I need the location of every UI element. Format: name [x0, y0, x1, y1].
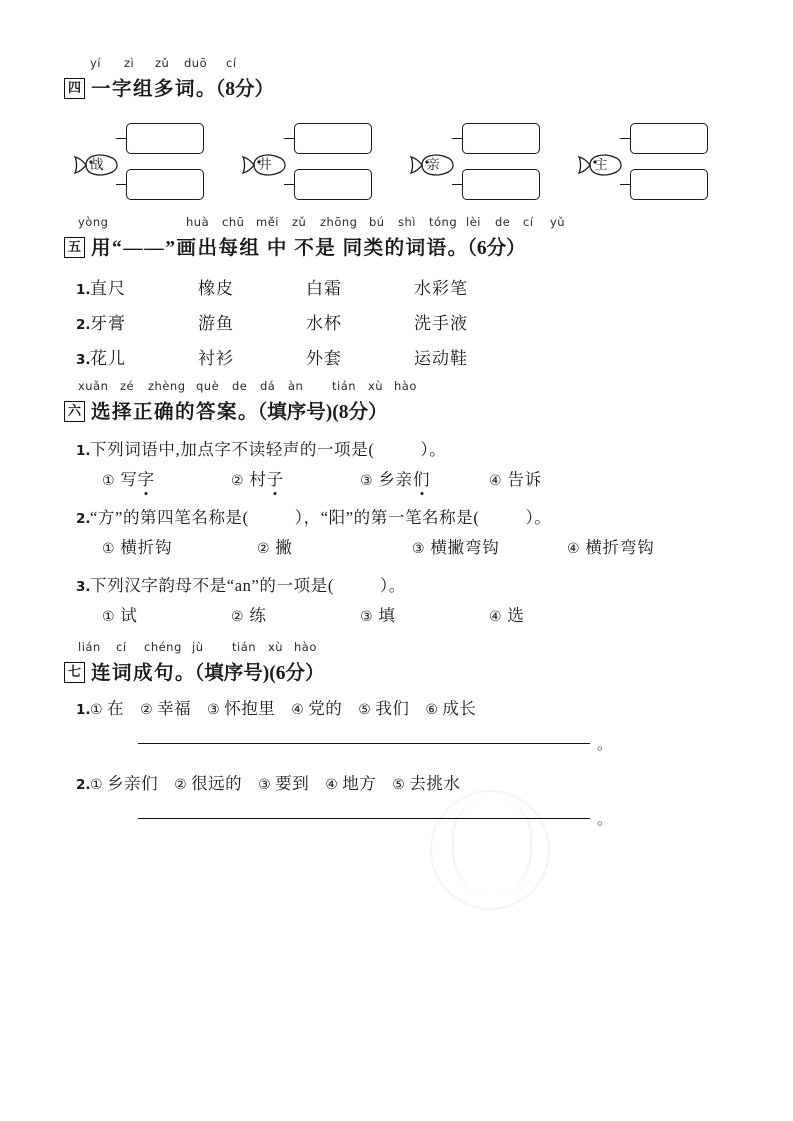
word-chips: [90, 770, 476, 794]
pinyin-syllable: zǔ: [292, 215, 307, 229]
question-number: 2.: [76, 777, 91, 793]
chip-number: ⑤: [392, 777, 406, 793]
pinyin-syllable: àn: [288, 379, 304, 393]
chip-number: ③: [207, 702, 221, 718]
option[interactable]: [102, 534, 257, 558]
answer-box[interactable]: [462, 169, 540, 200]
pinyin-syllable: tián: [332, 379, 357, 393]
pinyin-annotation-five: [64, 215, 729, 230]
pinyin-syllable: zé: [120, 379, 135, 393]
option-number: ④: [489, 473, 503, 489]
section-seven-title: 连词成句。（填序号)(6分）: [91, 663, 325, 684]
section-number-seven: 七: [64, 662, 85, 683]
chip-text: 地方: [342, 774, 377, 793]
chip-text: 党的: [308, 699, 343, 718]
pinyin-syllable: bú: [369, 215, 385, 229]
question-row: [64, 344, 729, 369]
pinyin-syllable: chéng: [144, 640, 182, 654]
option-number: ③: [360, 609, 374, 625]
section-six-questions: [64, 436, 729, 626]
option-row: [64, 466, 729, 490]
option-text: 村子: [249, 466, 284, 490]
section-five-title: 用“——”画出每组 中 不是 同类的词语。（6分）: [91, 238, 526, 259]
pinyin-syllable: shì: [398, 215, 416, 229]
section-number-four: 四: [64, 78, 85, 99]
section-four-title: 一字组多词。（8分）: [91, 79, 275, 100]
pinyin-annotation-six: [64, 379, 729, 394]
answer-box[interactable]: [630, 169, 708, 200]
option[interactable]: [257, 534, 412, 558]
pinyin-syllable: duō: [184, 56, 208, 70]
sentence-order-question: [64, 770, 729, 819]
option-text: 横撇弯钩: [430, 538, 500, 557]
pinyin-syllable: de: [232, 379, 248, 393]
word-chip[interactable]: [174, 770, 242, 794]
word-option[interactable]: 洗手液: [414, 314, 468, 333]
word-option[interactable]: 白霜: [306, 279, 342, 298]
chip-text: 在: [107, 699, 125, 718]
pinyin-syllable: yǔ: [550, 215, 566, 229]
option[interactable]: [489, 466, 618, 490]
chip-text: 要到: [275, 774, 310, 793]
word-chip[interactable]: [90, 695, 124, 719]
pinyin-syllable: yòng: [78, 215, 109, 229]
answer-box[interactable]: [294, 169, 372, 200]
chip-number: ③: [258, 777, 272, 793]
question-stem: [64, 770, 729, 794]
pinyin-syllable: de: [495, 215, 511, 229]
answer-box[interactable]: [294, 123, 372, 154]
choice-question: [64, 504, 729, 558]
chip-text: 我们: [375, 699, 410, 718]
chip-number: ⑥: [425, 702, 439, 718]
option-number: ④: [567, 541, 581, 557]
pinyin-syllable: què: [196, 379, 220, 393]
option[interactable]: [360, 466, 489, 490]
word-chip[interactable]: [291, 695, 342, 719]
question-text: 下列词语中,加点字不读轻声的一项是( ）。: [90, 440, 447, 459]
option[interactable]: [489, 602, 618, 626]
section-six-title: 选择正确的答案。（填序号)(8分）: [91, 402, 388, 423]
option[interactable]: [102, 466, 231, 490]
option-row: [64, 534, 729, 558]
pinyin-syllable: yí: [90, 56, 102, 70]
pinyin-syllable: chū: [222, 215, 245, 229]
pinyin-syllable: jù: [192, 640, 204, 654]
pinyin-syllable: xù: [268, 640, 284, 654]
word-option[interactable]: 外套: [306, 349, 342, 368]
word-chip[interactable]: [258, 770, 309, 794]
section-six: [64, 379, 729, 626]
word-chip[interactable]: [140, 695, 191, 719]
section-number-five: 五: [64, 237, 85, 258]
fish-word-group: [64, 119, 224, 211]
question-number: 2.: [76, 511, 91, 527]
answer-writing-line[interactable]: [138, 743, 590, 744]
fish-character: 亲: [426, 157, 440, 172]
word-chip[interactable]: [425, 695, 476, 719]
chip-text: 乡亲们: [107, 774, 159, 793]
fish-word-group: [232, 119, 392, 211]
option-text: 试: [120, 606, 138, 625]
choice-question: [64, 436, 729, 490]
question-number: 3.: [76, 579, 91, 595]
question-number: 1.: [76, 282, 91, 298]
fish-character: 井: [258, 157, 272, 172]
chip-number: ②: [140, 702, 154, 718]
option-number: ③: [360, 473, 374, 489]
option-text: 告诉: [507, 470, 542, 489]
question-text: 下列汉字韵母不是“an”的一项是( ）。: [90, 576, 406, 595]
question-stem: [64, 504, 729, 528]
chip-text: 很远的: [191, 774, 243, 793]
section-seven: [64, 640, 729, 819]
section-four-heading: [64, 71, 729, 101]
option[interactable]: [360, 602, 489, 626]
pinyin-syllable: lèi: [466, 215, 481, 229]
question-text: “方”的第四笔名称是( ），“阳”的第一笔名称是( ）。: [90, 508, 552, 527]
question-stem: [64, 695, 729, 719]
section-five-heading: [64, 230, 729, 260]
question-number: 2.: [76, 317, 91, 333]
chip-number: ①: [90, 777, 104, 793]
option-text: 横折弯钩: [585, 538, 655, 557]
pinyin-syllable: zì: [124, 56, 135, 70]
option[interactable]: [231, 466, 360, 490]
pinyin-syllable: xuǎn: [78, 379, 109, 393]
chip-number: ④: [291, 702, 305, 718]
pinyin-syllable: měi: [256, 215, 279, 229]
question-stem: [64, 436, 729, 460]
word-option[interactable]: 水杯: [306, 314, 342, 333]
chip-text: 怀抱里: [224, 699, 276, 718]
word-option[interactable]: 花儿: [90, 349, 126, 368]
word-option[interactable]: 衬衫: [198, 349, 234, 368]
option-number: ③: [412, 541, 426, 557]
chip-number: ①: [90, 702, 104, 718]
section-four: [64, 56, 729, 215]
choice-question: [64, 572, 729, 626]
pinyin-syllable: dá: [260, 379, 276, 393]
option-text: 横折钩: [120, 538, 173, 557]
section-seven-questions: [64, 695, 729, 819]
pinyin-annotation-four: [64, 56, 729, 71]
question-row: [64, 309, 729, 334]
word-chip[interactable]: [207, 695, 275, 719]
option-text: 练: [249, 606, 267, 625]
pinyin-syllable: zǔ: [155, 56, 170, 70]
chip-text: 成长: [442, 699, 477, 718]
option-number: ②: [257, 541, 271, 557]
pinyin-syllable: cí: [116, 640, 127, 654]
answer-writing-line[interactable]: [138, 818, 590, 819]
pinyin-syllable: lián: [78, 640, 101, 654]
option-text: 乡亲们: [378, 466, 430, 490]
option-number: ②: [231, 609, 245, 625]
question-number: 1.: [76, 443, 91, 459]
section-five-rows: [64, 274, 729, 369]
pinyin-syllable: zhèng: [148, 379, 186, 393]
option-row: [64, 602, 729, 626]
pinyin-syllable: tóng: [429, 215, 458, 229]
word-chips: [90, 695, 492, 719]
option-number: ①: [102, 473, 116, 489]
fish-character: 战: [90, 157, 104, 172]
option-text: 撇: [275, 538, 293, 557]
question-number: 1.: [76, 702, 91, 718]
answer-box[interactable]: [630, 123, 708, 154]
pinyin-syllable: hào: [294, 640, 317, 654]
chip-text: 去挑水: [409, 774, 461, 793]
word-option[interactable]: 直尺: [90, 279, 126, 298]
pinyin-annotation-seven: [64, 640, 729, 655]
option-text: 写字: [120, 466, 155, 490]
option-text: 选: [507, 606, 525, 625]
question-stem: [64, 572, 729, 596]
option[interactable]: [567, 534, 722, 558]
pinyin-syllable: cí: [523, 215, 534, 229]
question-number: 3.: [76, 352, 91, 368]
word-option[interactable]: 水彩笔: [414, 279, 468, 298]
section-five: [64, 215, 729, 369]
pinyin-syllable: tián: [232, 640, 257, 654]
pinyin-syllable: zhōng: [320, 215, 358, 229]
chip-text: 幸福: [157, 699, 192, 718]
section-seven-heading: [64, 655, 729, 685]
fish-word-group: [568, 119, 728, 211]
pinyin-syllable: xù: [368, 379, 384, 393]
option-number: ①: [102, 541, 116, 557]
option-text: 填: [378, 606, 396, 625]
sentence-order-question: [64, 695, 729, 744]
fish-word-groups: [64, 119, 729, 215]
section-number-six: 六: [64, 401, 85, 422]
option[interactable]: [231, 602, 360, 626]
word-option[interactable]: 运动鞋: [414, 349, 468, 368]
chip-number: ②: [174, 777, 188, 793]
question-row: [64, 274, 729, 299]
word-option[interactable]: 牙膏: [90, 314, 126, 333]
answer-box[interactable]: [126, 123, 204, 154]
option-number: ④: [489, 609, 503, 625]
pinyin-syllable: huà: [186, 215, 210, 229]
pinyin-syllable: hào: [394, 379, 417, 393]
chip-number: ⑤: [358, 702, 372, 718]
section-six-heading: [64, 394, 729, 424]
option[interactable]: [412, 534, 567, 558]
chip-number: ④: [325, 777, 339, 793]
word-chip[interactable]: [325, 770, 376, 794]
word-chip[interactable]: [358, 695, 409, 719]
word-chip[interactable]: [90, 770, 158, 794]
fish-character: 主: [594, 157, 608, 172]
pinyin-syllable: cí: [226, 56, 237, 70]
word-option[interactable]: 橡皮: [198, 279, 234, 298]
word-chip[interactable]: [392, 770, 460, 794]
answer-box[interactable]: [462, 123, 540, 154]
fish-word-group: [400, 119, 560, 211]
option[interactable]: [102, 602, 231, 626]
answer-box[interactable]: [126, 169, 204, 200]
word-option[interactable]: 游鱼: [198, 314, 234, 333]
option-number: ②: [231, 473, 245, 489]
option-number: ①: [102, 609, 116, 625]
